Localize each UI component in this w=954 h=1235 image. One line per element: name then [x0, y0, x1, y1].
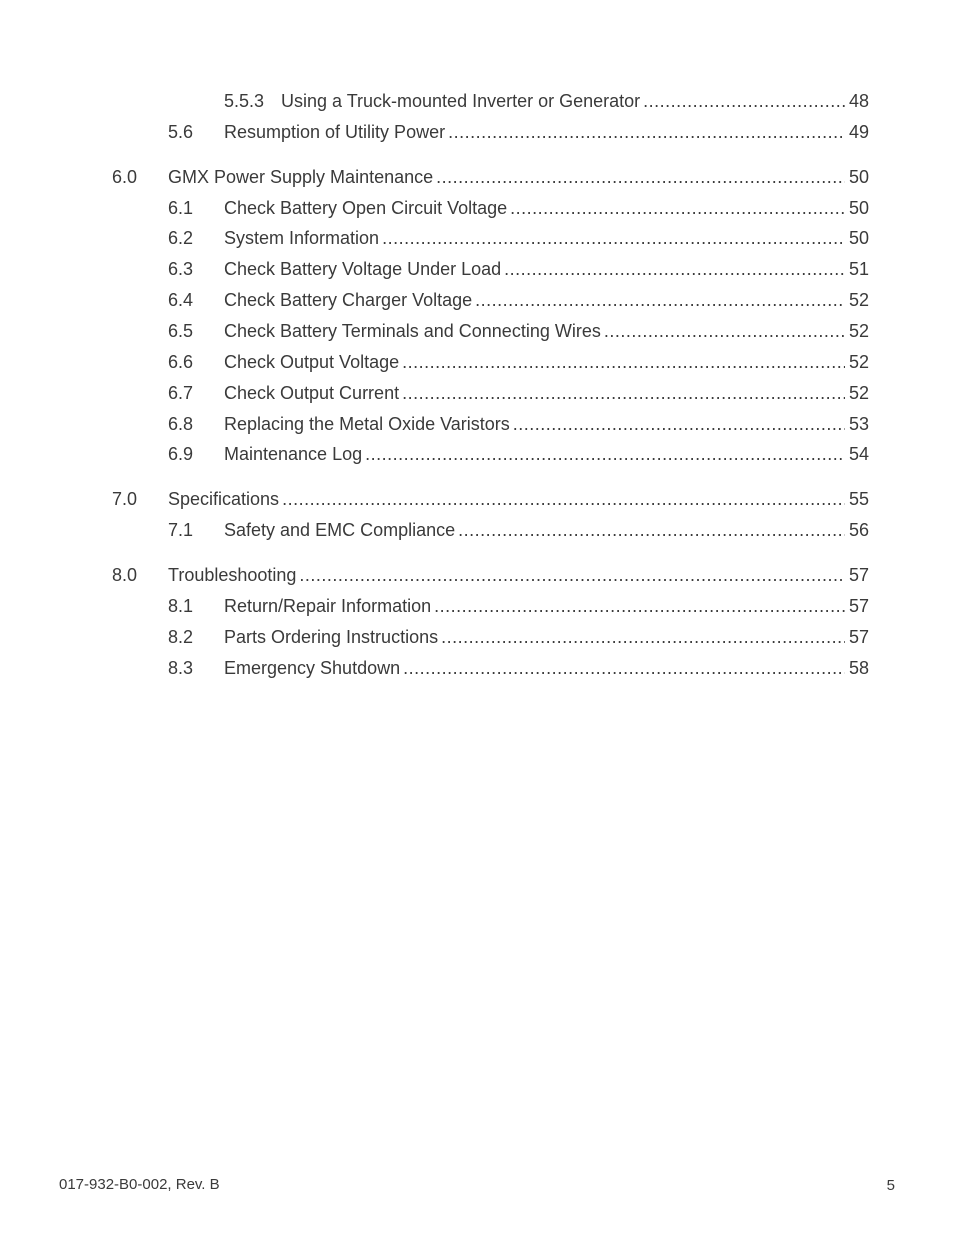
toc-dot-leader: [448, 120, 845, 144]
toc-dot-leader: [643, 89, 845, 113]
toc-entry[interactable]: [168, 518, 869, 542]
toc-dot-leader: [434, 594, 845, 618]
toc-entry-number: 6.8: [168, 414, 194, 434]
toc-dot-leader: [475, 288, 845, 312]
toc-entry-number: 6.1: [168, 198, 194, 218]
toc-entry-page: 50: [848, 198, 869, 218]
toc-entry-title: Check Battery Terminals and Connecting Wires: [224, 321, 601, 341]
toc-entry[interactable]: [112, 165, 869, 189]
toc-entry[interactable]: [168, 381, 869, 405]
toc-entry-title: Maintenance Log: [224, 444, 363, 464]
toc-entry-page: 52: [848, 290, 869, 310]
toc-entry-title: Check Battery Charger Voltage: [224, 290, 473, 310]
toc-entry-number: 6.9: [168, 444, 194, 464]
toc-entry[interactable]: [112, 487, 869, 511]
toc-entry-number: 5.5.3: [224, 91, 265, 111]
toc-entry-page: 55: [848, 489, 869, 509]
toc-entry-title: Specifications: [168, 489, 280, 509]
toc-entry-page: 53: [848, 414, 869, 434]
toc-entry-page: 57: [848, 565, 869, 585]
toc-entry-title: Check Output Voltage: [224, 352, 400, 372]
toc-entry-page: 51: [848, 259, 869, 279]
toc-entry[interactable]: [168, 412, 869, 436]
toc-dot-leader: [365, 442, 845, 466]
toc-dot-leader: [436, 165, 845, 189]
toc-entry-number: 6.3: [168, 259, 194, 279]
toc-entry-title: Parts Ordering Instructions: [224, 627, 439, 647]
toc-dot-leader: [402, 381, 845, 405]
toc-entry-page: 57: [848, 596, 869, 616]
toc-entry[interactable]: [168, 442, 869, 466]
toc-dot-leader: [402, 350, 845, 374]
toc-entry-number: 7.0: [112, 489, 138, 509]
toc-entry-page: 50: [848, 167, 869, 187]
toc-entry-number: 6.6: [168, 352, 194, 372]
toc-entry-page: 54: [848, 444, 869, 464]
toc-entry[interactable]: [168, 656, 869, 680]
toc-entry-title: Using a Truck-mounted Inverter or Generator: [281, 91, 641, 111]
toc-dot-leader: [513, 412, 845, 436]
toc-dot-leader: [504, 257, 845, 281]
toc-dot-leader: [510, 196, 845, 220]
document-number: 017-932-B0-002, Rev. B: [59, 1176, 220, 1193]
toc-entry-number: 6.4: [168, 290, 194, 310]
toc-entry-number: 6.7: [168, 383, 194, 403]
toc-entry-title: Resumption of Utility Power: [224, 122, 446, 142]
toc-entry[interactable]: [168, 257, 869, 281]
toc-entry-title: Troubleshooting: [168, 565, 297, 585]
toc-entry-number: 5.6: [168, 122, 194, 142]
toc-entry[interactable]: [168, 288, 869, 312]
toc-entry-number: 8.0: [112, 565, 138, 585]
toc-dot-leader: [282, 487, 845, 511]
toc-entry-title: Return/Repair Information: [224, 596, 432, 616]
toc-entry-page: 52: [848, 321, 869, 341]
toc-entry-title: System Information: [224, 228, 380, 248]
toc-entry-page: 48: [848, 91, 869, 111]
toc-entry[interactable]: [168, 594, 869, 618]
toc-entry-number: 8.2: [168, 627, 194, 647]
toc-entry-number: 6.0: [112, 167, 138, 187]
toc-dot-leader: [403, 656, 845, 680]
toc-dot-leader: [458, 518, 845, 542]
toc-dot-leader: [604, 319, 845, 343]
toc-entry[interactable]: [224, 89, 869, 113]
toc-entry-page: 52: [848, 352, 869, 372]
toc-entry-page: 57: [848, 627, 869, 647]
toc-entry[interactable]: [168, 196, 869, 220]
toc-dot-leader: [441, 625, 845, 649]
toc-entry-title: Check Output Current: [224, 383, 400, 403]
toc-entry-title: Check Battery Open Circuit Voltage: [224, 198, 508, 218]
toc-entry[interactable]: [168, 625, 869, 649]
toc-entry-page: 52: [848, 383, 869, 403]
toc-entry-number: 6.2: [168, 228, 194, 248]
toc-entry-number: 7.1: [168, 520, 194, 540]
toc-entry-title: GMX Power Supply Maintenance: [168, 167, 434, 187]
toc-entry-number: 8.3: [168, 658, 194, 678]
toc-entry-title: Replacing the Metal Oxide Varistors: [224, 414, 510, 434]
toc-entry-number: 6.5: [168, 321, 194, 341]
toc-entry-number: 8.1: [168, 596, 194, 616]
toc-entry[interactable]: [168, 319, 869, 343]
toc-dot-leader: [299, 563, 845, 587]
toc-entry-page: 50: [848, 228, 869, 248]
toc-entry[interactable]: [168, 120, 869, 144]
toc-entry[interactable]: [168, 226, 869, 250]
toc-entry-page: 49: [848, 122, 869, 142]
toc-entry-page: 56: [848, 520, 869, 540]
toc-entry-title: Check Battery Voltage Under Load: [224, 259, 502, 279]
toc-dot-leader: [382, 226, 845, 250]
toc-entry-title: Emergency Shutdown: [224, 658, 401, 678]
toc-entry-title: Safety and EMC Compliance: [224, 520, 456, 540]
toc-entry[interactable]: [168, 350, 869, 374]
toc-entry[interactable]: [112, 563, 869, 587]
page-number: 5: [886, 1177, 895, 1194]
toc-entry-page: 58: [848, 658, 869, 678]
